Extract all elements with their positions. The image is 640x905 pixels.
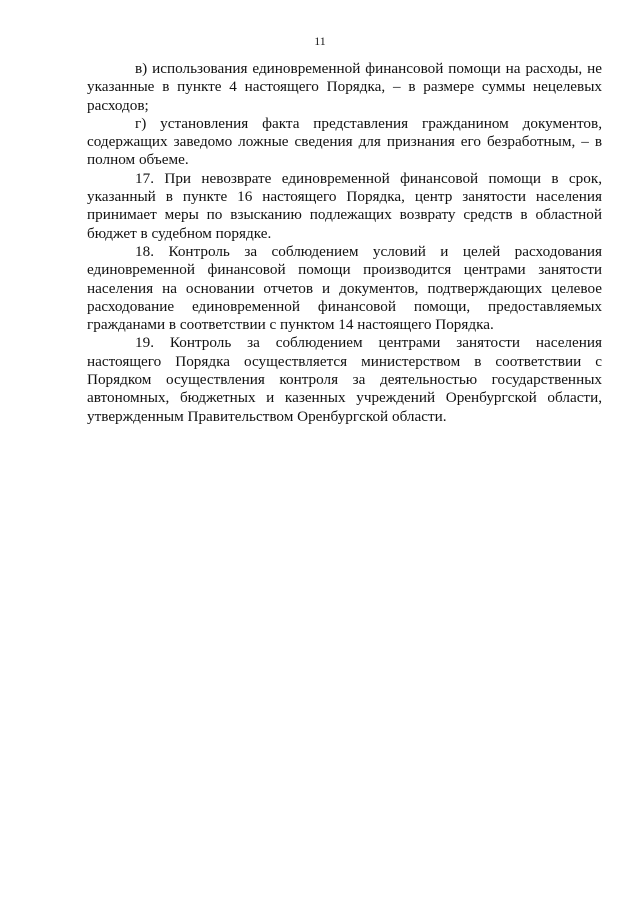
paragraph-clause-17: 17. При невозврате единовременной финансовой помощи в срок, указанный в пункте 16 настоящего Порядка, центр занятости населения принимает меры по взысканию подлежащих возврату средств в областной бюджет в судебном порядке. [87, 169, 602, 242]
page-number: 11 [314, 34, 326, 48]
paragraph-clause-19: 19. Контроль за соблюдением центрами занятости населения настоящего Порядка осуществляется министерством в соответствии с Порядком осуществления контроля за деятельностью государственных автономных, бюджетных и казенных учреждений Оренбургской области, утвержденным Правительством Оренбургской области. [87, 334, 602, 425]
paragraph-clause-18: 18. Контроль за соблюдением условий и целей расходования единовременной финансовой помощи производится центрами занятости населения на основании отчетов и документов, подтверждающих целевое расходование единовременной финансовой помощи, предоставляемых гражданами в соответствии с пунктом 14 настоящего Порядка. [87, 242, 602, 334]
document-body [87, 60, 602, 426]
paragraph-item-v: в) использования единовременной финансовой помощи на расходы, не указанные в пункте 4 настоящего Порядка, – в размере суммы нецелевых расходов; [87, 60, 602, 114]
paragraph-item-g: г) установления факта представления гражданином документов, содержащих заведомо ложные сведения для признания его безработным, – в полном объеме. [87, 114, 602, 169]
